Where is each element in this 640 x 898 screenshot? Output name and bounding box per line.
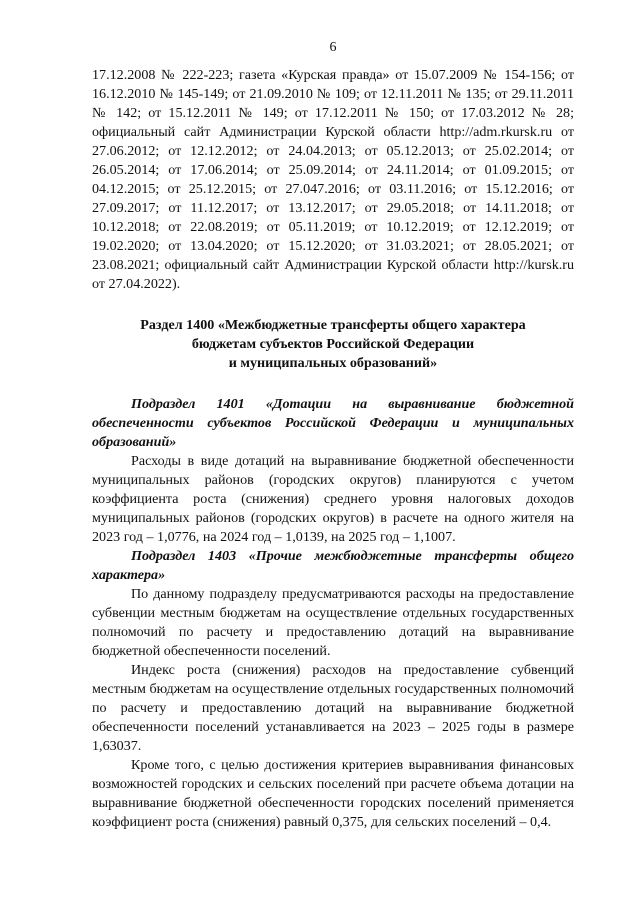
section-title bbox=[92, 316, 574, 373]
subsection-1403-paragraph-2: Индекс роста (снижения) расходов на предоставление субвенций местным бюджетам на осуществление отдельных государственных полномочий по расчету и предоставлению дотаций на выравнивание бюджетной обеспеченности поселений устанавливается на 2023 – 2025 годы в размере 1,63037. bbox=[92, 662, 574, 754]
document-page bbox=[92, 40, 574, 832]
section-title-line-2: бюджетам субъектов Российской Федерации bbox=[191, 336, 475, 352]
section-title-line-3: и муниципальных образований» bbox=[228, 355, 438, 371]
intro-paragraph: 17.12.2008 № 222-223; газета «Курская правда» от 15.07.2009 № 154-156; от 16.12.2010 № 145-149; от 21.09.2010 № 109; от 12.11.2011 № 135; от 29.11.2011 № 142; от 15.12.2011 № 149; от 17.12.2011 № 150; от 17.03.2012 № 28; официальный сайт Администрации Курской области http://adm.rkursk.ru от 27.06.2012; от 12.12.2012; от 24.04.2013; от 05.12.2013; от 25.02.2014; от 26.05.2014; от 17.06.2014; от 25.09.2014; от 24.11.2014; от 01.09.2015; от 04.12.2015; от 25.12.2015; от 27.047.2016; от 03.11.2016; от 15.12.2016; от 27.09.2017; от 11.12.2017; от 13.12.2017; от 29.05.2018; от 14.11.2018; от 10.12.2018; от 22.08.2019; от 05.11.2019; от 10.12.2019; от 12.12.2019; от 19.02.2020; от 13.04.2020; от 15.12.2020; от 31.03.2021; от 28.05.2021; от 23.08.2021; официальный сайт Администрации Курской области http://kursk.ru от 27.04.2022). bbox=[92, 67, 574, 292]
section-title-line-1: Раздел 1400 «Межбюджетные трансферты общего характера bbox=[140, 317, 526, 333]
page-number: 6 bbox=[329, 40, 337, 55]
subsection-1403-title: Подраздел 1403 «Прочие межбюджетные трансферты общего характера» bbox=[92, 548, 574, 583]
subsection-1403-paragraph-3: Кроме того, с целью достижения критериев выравнивания финансовых возможностей городских и сельских поселений при расчете объема дотации на выравнивание бюджетной обеспеченности городских поселений применяется коэффициент роста (снижения) равный 0,375, для сельских поселений – 0,4. bbox=[92, 757, 574, 830]
subsection-1401-title: Подраздел 1401 «Дотации на выравнивание бюджетной обеспеченности субъектов Российской Федерации и муниципальных образований» bbox=[92, 396, 574, 450]
subsection-1401-paragraph: Расходы в виде дотаций на выравнивание бюджетной обеспеченности муниципальных районов (городских округов) планируются с учетом коэффициента роста (снижения) среднего уровня налоговых доходов муниципальных районов (городских округов) в расчете на одного жителя на 2023 год – 1,0776, на 2024 год – 1,0139, на 2025 год – 1,1007. bbox=[92, 453, 574, 545]
subsection-1403-paragraph-1: По данному подразделу предусматриваются расходы на предоставление субвенции местным бюджетам на осуществление отдельных государственных полномочий по расчету и предоставлению дотаций на выравнивание бюджетной обеспеченности поселений. bbox=[92, 586, 574, 659]
